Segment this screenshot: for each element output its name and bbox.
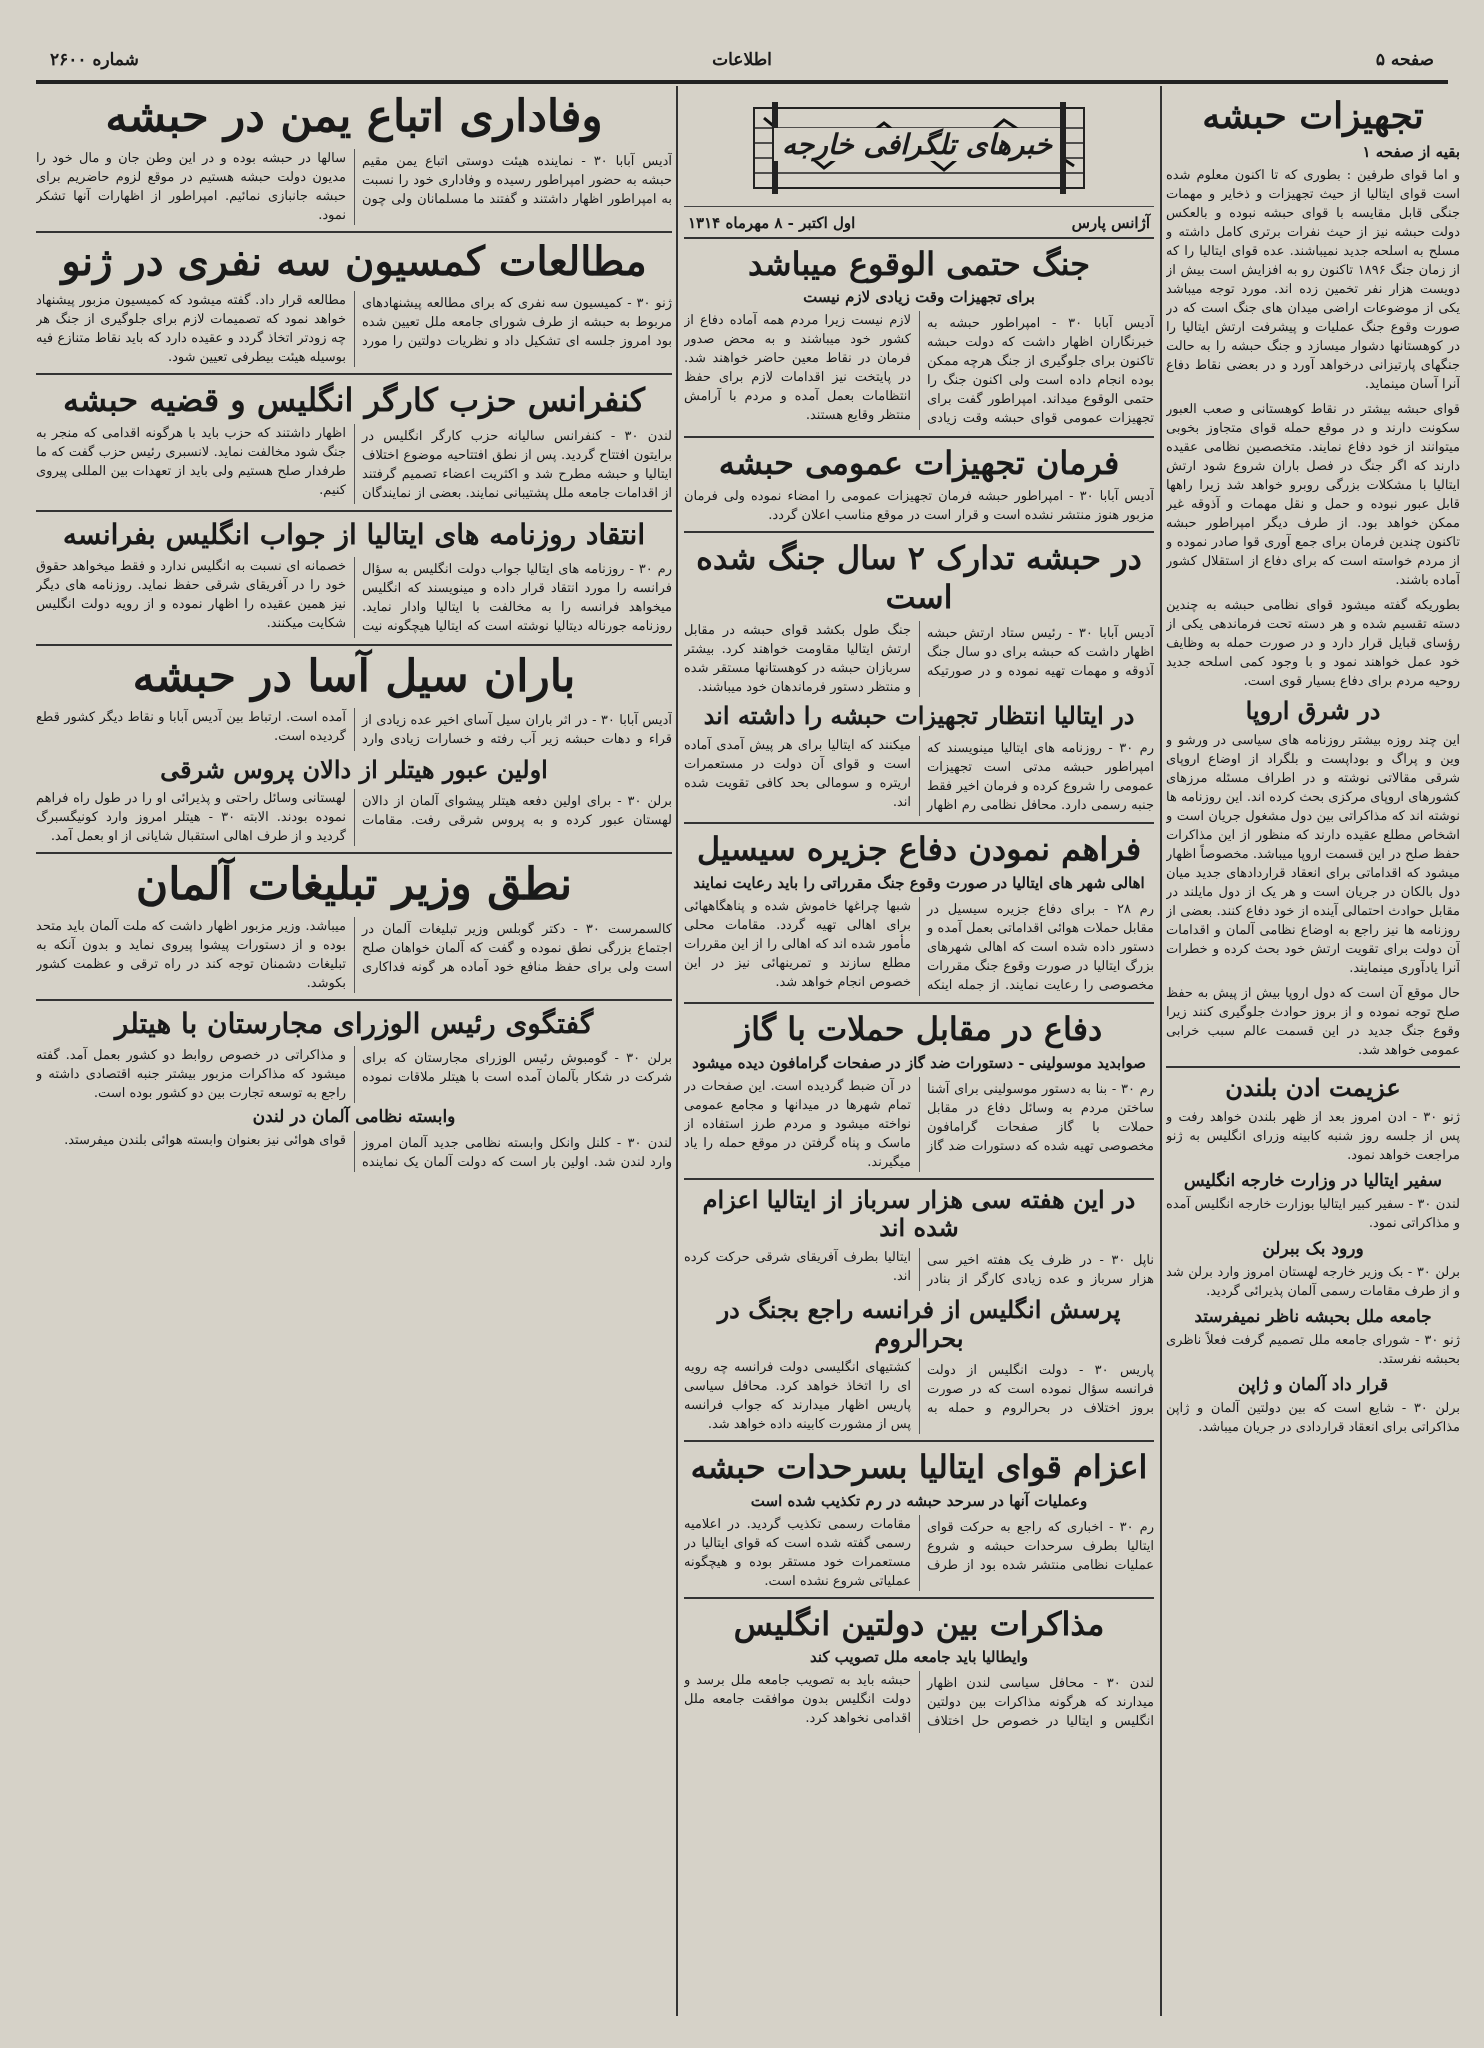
section-title: خبرهای تلگرافی خارجه: [774, 128, 1060, 161]
headline-war-certain: جنگ حتمی الوقوع میباشد: [747, 245, 1090, 283]
article-body: رم ۳۰ - بنا به دستور موسولینی برای آشنا ساختن مردم به وسائل دفاع در مقابل حملات با گاز صفحات گرامافون مخصوصی تهیه شده که دستورات ضد گاز در آن ضبط گردیده است. این صفحات در تمام شهرها در میدانها و مجامع عمومی نواخته میشود و مردم طرز استفاده از ماسک و پناه گرفتن در موقع حمله را یاد میگیرند.: [684, 1078, 1154, 1170]
article-body: لندن ۳۰ - محافل سیاسی لندن اظهار میدارند که هرگونه مذاکرات بین دولتین انگلیس و ایتالیا در خصوص حل اختلاف حبشه باید به تصویب جامعه ملل برسد و دولت انگلیس بدون موافقت جامعه ملل اقدامی نخواهد کرد.: [684, 1673, 1154, 1730]
article-body: قوای حبشه بیشتر در نقاط کوهستانی و صعب العبور سکونت دارند و در موقع حمله قوای متجاوز بخوبی میتوانند از خود دفاع نمایند. متخصصین نظامی عقیده دارند که اگر جنگ در فصل باران شروع شود ارتش ایتالیا با مشکلات بزرگی روبرو خواهد شد زیرا راهها قابل عبور نبوده و حمل و نقل مهمات و آذوقه غیر ممکن خواهد بود. از طرف دیگر امپراطور حبشه تاکنون چندین فرمان برای جمع آوری قوا صادر نموده و از مردم خواسته است که برای دفاع از استقلال کشور آماده باشند.: [1166, 402, 1460, 589]
header-rule: [36, 80, 1448, 84]
headline-eden: عزیمت ادن بلندن: [1225, 1072, 1401, 1102]
article-body: ژنو ۳۰ - کمیسیون سه نفری که برای مطالعه پیشنهادهای مربوط به حبشه از طرف شورای جامعه ملل تعیین شده بود امروز جلسه ای تشکیل داد و نظریات دولتین را مورد مطالعه قرار داد. گفته میشود که کمیسیون مزبور پیشنهاد خواهد نمود که تصمیمات لازم برای جلوگیری از جنگ هر چه زودتر اتخاذ گردد و عقیده دارد که باید نقاط متنازع فیه بوسیله هیئت بیطرفی تعیین شود.: [36, 292, 672, 365]
subheadline: وعملیات آنها در سرحد حبشه در رم تکذیب شده است: [750, 1491, 1088, 1510]
headline-mobilization-order: فرمان تجهیزات عمومی حبشه: [718, 443, 1120, 482]
article-body: ناپل ۳۰ - در ظرف یک هفته اخیر سی هزار سرباز و عده زیادی کارگر از بنادر ایتالیا بطرف آفریقای شرقی حرکت کرده اند.: [684, 1250, 1154, 1288]
headline-yemen-loyalty: وفاداری اتباع یمن در حبشه: [105, 91, 603, 142]
issue-number: شماره ۲۶۰۰: [50, 50, 139, 70]
article-body: لندن ۳۰ - سفیر کبیر ایتالیا بوزارت خارجه انگلیس آمده و مذاکراتی نمود.: [1166, 1196, 1460, 1231]
headline-league: جامعه ملل بحبشه ناظر نمیفرستد: [1194, 1306, 1432, 1327]
headline-troops-border: اعزام قوای ایتالیا بسرحدات حبشه: [690, 1448, 1148, 1487]
article-body: پاریس ۳۰ - دولت انگلیس از دولت فرانسه سؤال نموده است که در صورت بروز اختلاف در بحرالروم و حمله به کشتیهای انگلیسی دولت فرانسه چه رویه ای را اتخاذ خواهد کرد. محافل سیاسی پاریس اظهار میدارند که جواب فرانسه پس از مشورت کابینه داده خواهد شد.: [684, 1360, 1154, 1433]
headline-geneva-commission: مطالعات کمسیون سه نفری در ژنو: [61, 237, 647, 285]
headline-italy-expected: در ایتالیا انتظار تجهیزات حبشه را داشته اند: [703, 701, 1135, 731]
headline-italian-envoy: سفیر ایتالیا در وزارت خارجه انگلیس: [1183, 1170, 1443, 1191]
headline-pact: قرار داد آلمان و ژاپن: [1237, 1374, 1389, 1395]
headline-ethiopia-mobilization: تجهیزات حبشه: [1202, 95, 1424, 137]
dateline-bar: [684, 211, 1154, 239]
article-body: ژنو ۳۰ - ادن امروز بعد از ظهر بلندن خواهد رفت و پس از جلسه روز شنبه کابینه وزرای انگلیس به ژنو مراجعت خواهد نمود.: [1166, 1109, 1460, 1163]
article-body: لندن ۳۰ - کنفرانس سالیانه حزب کارگر انگلیس در برایتون افتتاح گردید. پس از نطق افتتاحیه موضوع اختلاف ایتالیا و حبشه مطرح شد و اکثریت اعضاء تصمیم گرفتند از اقدامات جامعه ملل پشتیبانی نمایند. بعضی از نمایندگان اظهار داشتند که حزب باید با هرگونه اقدامی که منجر به جنگ شود مخالفت نماید. لانسبری رئیس حزب گفت که ما طرفدار صلح هستیم ولی باید از تعهدات بین المللی پیروی کنیم.: [36, 425, 672, 501]
page-number: صفحه ۵: [1375, 50, 1434, 70]
article-body: رم ۳۰ - روزنامه های ایتالیا جواب دولت انگلیس به سؤال فرانسه را مورد انتقاد قرار داده و مینویسند که انگلیس میخواهد فرانسه را به مخالفت با ایتالیا وادار نماید. روزنامه جورناله دیتالیا نوشته است که ایتالیا هیچگونه نیت خصمانه ای نسبت به انگلیس ندارد و فقط میخواهد حقوق خود را در آفریقای شرقی حفظ نماید. روزنامه های دیگر نیز همین عقیده را اظهار نموده و از رویه دولت انگلیس شکایت میکنند.: [36, 559, 672, 635]
article-body: برلن ۳۰ - بک وزیر خارجه لهستان امروز وارد برلن شد و از طرف مقامات رسمی آلمان پذیرائی گردید.: [1166, 1264, 1460, 1299]
article-body: آدیس آبابا ۳۰ - امپراطور حبشه به خبرنگاران اظهار داشت که دولت حبشه تاکنون برای جلوگیری از جنگ هرچه ممکن بوده انجام داده است ولی اکنون جنگ را حتمی الوقوع میداند. امپراطور گفت برای تجهیزات عمومی قوای حبشه وقت زیادی لازم نیست زیرا مردم همه آماده دفاع از کشور خود میباشند و به محض صدور فرمان در نقاط معین حاضر خواهند شد. در پایتخت نیز اقدامات لازم برای حفظ انتظامات بعمل آمده و مردم با آرامش منتظر وقایع هستند.: [684, 313, 1154, 427]
headline-gas-defense: دفاع در مقابل حملات با گاز: [735, 1010, 1103, 1049]
subheadline: وایطالیا باید جامعه ملل تصویب کند: [810, 1648, 1028, 1667]
subheadline: اهالی شهر های ایتالیا در صورت وقوع جنگ مقرراتی را باید رعایت نمایند: [693, 873, 1145, 892]
article-body: آدیس آبابا ۳۰ - رئیس ستاد ارتش حبشه اظهار داشت که حبشه برای دو سال جنگ آذوقه و مهمات تهیه نموده و در صورتیکه جنگ طول بکشد قوای حبشه در مقابل ارتش ایتالیا مقاومت خواهند کرد. بیشتر سربازان حبشه در کوهستانها مستقر شده و منتظر دستور فرماندهان خود میباشند.: [684, 623, 1154, 696]
middle-column: [684, 88, 1154, 1733]
subheadline: برای تجهیزات وقت زیادی لازم نیست: [803, 288, 1035, 307]
article-body: این چند روزه بیشتر روزنامه های سیاسی در ورشو و وین و پراگ و بوداپست و بلگراد از اوضاع اروپای شرقی مقالاتی نوشته و در اطراف مسئله مرزهای کشورهای اروپای مرکزی بحث کرده اند. این روزنامه ها نوشته اند که مذاکراتی بین دول مشغول جریان است و اشخاص مطلع عقیده دارند که منظور از این مذاکرات حفظ صلح در این قسمت اروپا میباشد. مخصوصاً اظهار میشود که اقداماتی برای انعقاد قراردادهای جدید میان دول بالکان در جریان است و هر یک از دول مایلند در مقابل حوادث احتمالی آینده از خود دفاع کنند. بعضی از روزنامه ها نیز راجع به اوضاع نظامی آلمان و اقدامات آن دولت برای تقویت ارتش خود بحث کرده و خطرات آنرا یادآوری مینمایند.: [1166, 732, 1460, 976]
article-body: آدیس آبابا ۳۰ - در اثر باران سیل آسای اخیر عده زیادی از قراء و دهات حبشه زیر آب رفته و خسارات زیادی وارد آمده است. ارتباط بین آدیس آبابا و نقاط دیگر کشور قطع گردیده است.: [36, 710, 672, 748]
headline-eastern-europe: در شرق اروپا: [1245, 696, 1381, 726]
headline-hitler-corridor: اولین عبور هیتلر از دالان پروس شرقی: [160, 754, 548, 784]
article-body: بطوریکه گفته میشود قوای نظامی حبشه به چندین دسته تقسیم شده و هر دسته تحت فرماندهی یکی از رؤسای قبایل قرار دارد و در صورت حمله به وظایف خود عمل خواهند نمود و با وجود کمی اسلحه جدید روحیه مردم برای دفاع بسیار قوی است.: [1166, 598, 1460, 690]
dateline: اول اکتبر - ۸ مهرماه ۱۳۱۴: [688, 214, 856, 232]
section-logo: [684, 88, 1154, 207]
article-body: برلن ۳۰ - شایع است که بین دولتین آلمان و ژاپن مذاکراتی برای انعقاد قراردادی در جریان میباشد.: [1166, 1400, 1460, 1435]
headline-two-years-war: در حبشه تدارک ۲ سال جنگ شده است: [696, 539, 1142, 616]
headline-negotiations: مذاکرات بین دولتین انگلیس: [733, 1604, 1105, 1643]
headline-sicily-defense: فراهم نمودن دفاع جزیره سیسیل: [696, 830, 1142, 869]
headline-labour-conference: کنفرانس حزب کارگر انگلیس و قضیه حبشه: [62, 380, 646, 419]
article-body: آدیس آبابا ۳۰ - امپراطور حبشه فرمان تجهیزات عمومی را امضاء نموده ولی فرمان مزبور هنوز منتشر نشده است و قرار است در موقع مناسب اعلان گردد.: [684, 489, 1154, 524]
newspaper-name: اطلاعات: [712, 50, 772, 70]
article-body: کالسمرست ۳۰ - دکتر گوبلس وزیر تبلیغات آلمان در اجتماع بزرگی نطق نموده و گفت که آلمان خواهان صلح است ولی برای حفظ منافع خود آماده هر گونه فداکاری میباشد. وزیر مزبور اظهار داشت که ملت آلمان باید متحد بوده و از دستورات پیشوا پیروی نماید و بدون آنکه به تبلیغات دشمنان توجه کند در راه ترقی و عظمت کشور بکوشد.: [36, 919, 672, 992]
page-header: [40, 45, 1444, 75]
headline-military-attache: وابسته نظامی آلمان در لندن: [252, 1106, 456, 1127]
column-divider: [1160, 86, 1162, 2016]
subheadline: صوابدید موسولینی - دستورات ضد گاز در صفحات گرامافون دیده میشود: [692, 1053, 1146, 1072]
news-agency: آژانس پارس: [1071, 214, 1150, 232]
article-body: رم ۲۸ - برای دفاع جزیره سیسیل در مقابل حملات هوائی اقداماتی بعمل آمده و دستور داده شده است که اهالی شهرهای بزرگ ایتالیا در صورت وقوع جنگ مقررات مخصوصی را رعایت نمایند. از جمله اینکه شبها چراغها خاموش شده و پناهگاههائی برای اهالی تهیه گردد. مقامات محلی مأمور شده اند که اهالی را از این مقررات مطلع سازند و تمرینهائی نیز در این خصوص انجام خواهد شد.: [684, 898, 1154, 993]
article-body: رم ۳۰ - روزنامه های ایتالیا مینویسند که امپراطور حبشه مدتی است تجهیزات عمومی را شروع کرده و فرمان اخیر فقط جنبه رسمی دارد. محافل نظامی رم اظهار میکنند که ایتالیا برای هر پیش آمدی آماده است و قوای آن دولت در مستعمرات اریتره و سومالی بحد کافی تقویت شده اند.: [684, 737, 1154, 813]
headline-floods: باران سیل آسا در حبشه: [132, 650, 576, 702]
column-divider: [676, 86, 678, 2016]
headline-beck: ورود بک ببرلن: [1262, 1238, 1364, 1259]
headline-italian-press: انتقاد روزنامه های ایتالیا از جواب انگلیس بفرانسه: [62, 518, 646, 552]
continued-note: بقیه از صفحه ۱: [1362, 143, 1460, 162]
article-body: رم ۳۰ - اخباری که راجع به حرکت قوای ایتالیا بطرف سرحدات حبشه و شروع عملیات نظامی منتشر شده بود از طرف مقامات رسمی تکذیب گردید. در اعلامیه رسمی گفته شده است که قوای ایتالیا در مستعمرات خود مستقر بوده و هیچگونه عملیاتی شروع نشده است.: [684, 1516, 1154, 1589]
article-body: برلن ۳۰ - برای اولین دفعه هیتلر پیشوای آلمان از دالان لهستان عبور کرده و به پروس شرقی رفت. مقامات لهستانی وسائل راحتی و پذیرائی او را در طول راه فراهم نموده بودند. الابته ۳۰ - هیتلر امروز وارد کونیگسبرگ گردید و از طرف اهالی استقبال شایانی از او بعمل آمد.: [36, 791, 672, 845]
headline-hungary-pm: گفتگوی رئیس الوزرای مجارستان با هیتلر: [114, 1007, 594, 1041]
article-body: و اما قوای طرفین : بطوری که تا اکنون معلوم شده است قوای ایتالیا از حیث تجهیزات و ذخایر و مهمات جنگی قابل مقایسه با قوای حبشه نبوده و بالعکس دولت حبشه نیز از حیث نفرات برتری کامل داشته و مسلح به اسلحه جدید نمیباشند. عده قوای ایتالیا را که از زمان جنگ ۱۸۹۶ تاکنون رو به افزایش است بیش از دویست هزار نفر تخمین زده اند. مورد توجه میباشد یکی از موضوعات اراضی میدان های جنگ است که در صورت وقوع جنگ عملیات و پیشرفت ارتش ایتالیا را در کوهستانها دشوار میسازد و جنگ حبشه را به حالت جنگهای پارتیزانی درخواهد آورد و در بعضی نقاط دفاع آنرا آسان مینماید.: [1166, 168, 1460, 393]
article-body: ژنو ۳۰ - شورای جامعه ملل تصمیم گرفت فعلاً ناظری بحبشه نفرستد.: [1166, 1332, 1460, 1367]
right-column: [1166, 90, 1460, 1443]
article-body: حال موقع آن است که دول اروپا بیش از پیش به حفظ صلح توجه نموده و از بروز حوادث جلوگیری کنند زیرا وقوع جنگ جدید در این قسمت عالم سبب خرابی عمومی خواهد شد.: [1166, 985, 1460, 1058]
article-body: برلن ۳۰ - گومبوش رئیس الوزرای مجارستان که برای شرکت در شکار بآلمان آمده است با هیتلر ملاقات نموده و مذاکراتی در خصوص روابط دو کشور بعمل آمد. گفته میشود که مذاکرات مزبور بیشتر جنبه اقتصادی داشته و راجع به توسعه تجارت بین دو کشور بوده است.: [36, 1047, 672, 1101]
headline-mediterranean: پرسش انگلیس از فرانسه راجع بجنگ در بحرالروم: [717, 1294, 1121, 1353]
headline-goebbels: نطق وزیر تبلیغات آلمان: [135, 859, 573, 911]
headline-thirty-thousand: در این هفته سی هزار سرباز از ایتالیا اعزام شده اند: [702, 1184, 1136, 1243]
left-column: [36, 88, 672, 1172]
article-body: لندن ۳۰ - کلنل وانکل وابسته نظامی جدید آلمان امروز وارد لندن شد. اولین بار است که دولت آلمان یک نماینده قوای هوائی نیز بعنوان وابسته هوائی بلندن میفرستد.: [64, 1132, 672, 1170]
article-body: آدیس آبابا ۳۰ - نماینده هیئت دوستی اتباع یمن مقیم حبشه به حضور امپراطور رسیده و وفاداری خود را نسبت به امپراطور اظهار داشتند و گفتند ما مسلمانان ولی چون سالها در حبشه بوده و در این وطن جان و مال خود را مدیون دولت حبشه هستیم در موقع لزوم حاضریم برای حبشه جانبازی نمائیم. امپراطور از اظهارات آنها تشکر نمود.: [36, 150, 672, 223]
